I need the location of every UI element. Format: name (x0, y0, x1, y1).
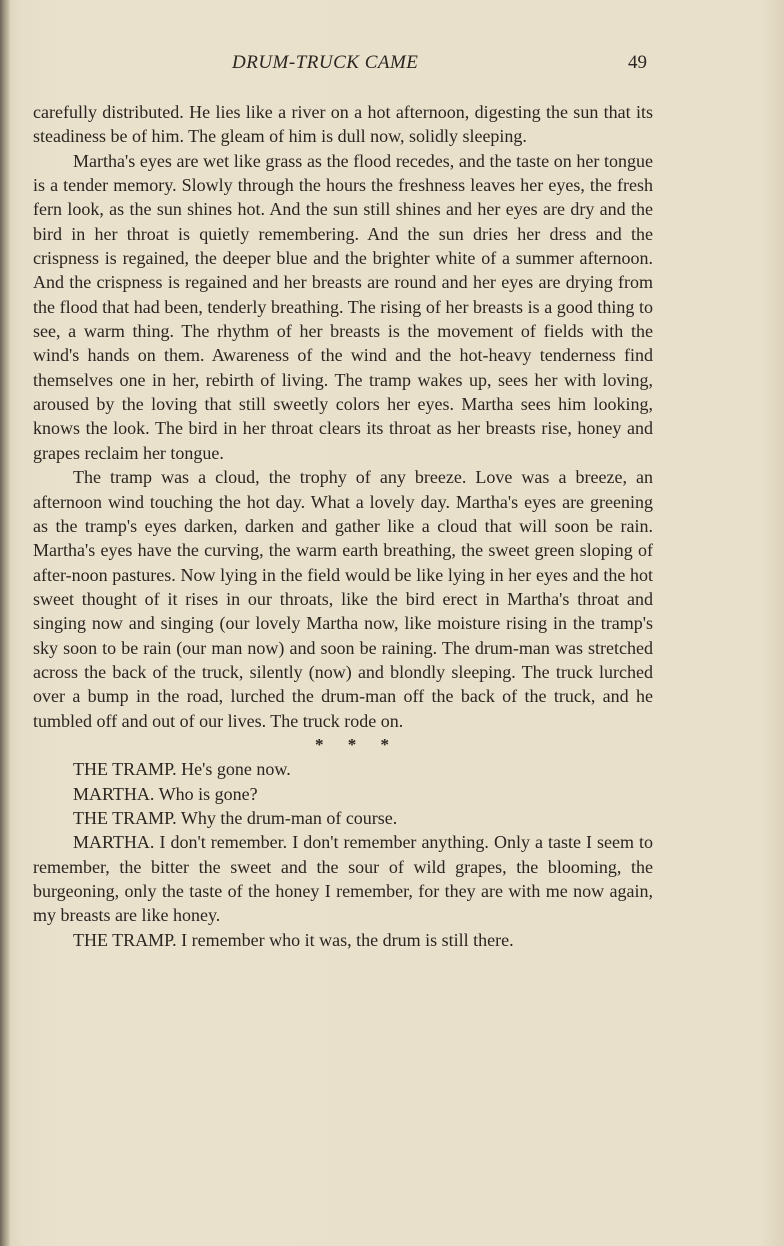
page-body (33, 100, 653, 952)
dialogue-line: MARTHA. I don't remember. I don't remember anything. Only a taste I seem to remember, the bitter the sweet and the sour of wild grapes, the blooming, the burgeoning, only the taste of the honey I remember, for they are with me now again, my breasts are like honey. (33, 832, 653, 926)
running-head: DRUM-TRUCK CAME (232, 52, 419, 73)
paragraph: Martha's eyes are wet like grass as the flood recedes, and the taste on her tongue is a tender memory. Slowly through the hours the freshness leaves her eyes, the fresh fern look, as the sun shines hot. And the sun still shines and her eyes are dry and the bird in her throat is quietly remembering. And the sun dries her dress and the crispness is regained, the deeper blue and the brighter white of a summer afternoon. And the crispness is regained and her breasts are round and her eyes are drying from the flood that had been, tenderly breathing. The rising of her breasts is a good thing to see, a warm thing. The rhythm of her breasts is the movement of fields with the wind's hands on them. Awareness of the wind and the hot-heavy tenderness find themselves one in her, rebirth of living. The tramp wakes up, sees her with loving, aroused by the loving that still sweetly colors her eyes. Martha sees him looking, knows the look. The bird in her throat clears its throat as her breasts rise, honey and grapes reclaim her tongue. (33, 150, 653, 463)
page-header (0, 52, 784, 78)
paragraph: The tramp was a cloud, the trophy of any breeze. Love was a breeze, an afternoon wind touching the hot day. What a lovely day. Martha's eyes are greening as the tramp's eyes darken, darken and gather like a cloud that will soon be rain. Martha's eyes have the curving, the warm earth breathing, the sweet green sloping of after-noon pastures. Now lying in the field would be like lying in her eyes and the hot sweet thought of it rises in our throats, like the bird erect in Martha's throat and singing now and singing (our lovely Martha now, like moisture rising in the tramp's sky soon to be rain (our man now) and soon be raining. The drum-man was stretched across the back of the truck, silently (now) and blondly sleeping. The truck lurched over a bump in the road, lurched the drum-man off the back of the truck, and he tumbled off and out of our lives. The truck rode on. (33, 467, 653, 731)
page-number: 49 (628, 52, 647, 73)
dialogue-line: THE TRAMP. Why the drum-man of course. (73, 807, 398, 828)
dialogue-line: THE TRAMP. I remember who it was, the drum is still there. (73, 929, 514, 950)
dialogue-line: THE TRAMP. He's gone now. (73, 759, 291, 780)
book-spine-shadow (0, 0, 10, 1246)
section-separator: * * * (315, 734, 399, 754)
dialogue-line: MARTHA. Who is gone? (73, 783, 258, 804)
paragraph: carefully distributed. He lies like a river on a hot afternoon, digesting the sun that its steadiness be of him. The gleam of him is dull now, solidly sleeping. (33, 102, 653, 147)
